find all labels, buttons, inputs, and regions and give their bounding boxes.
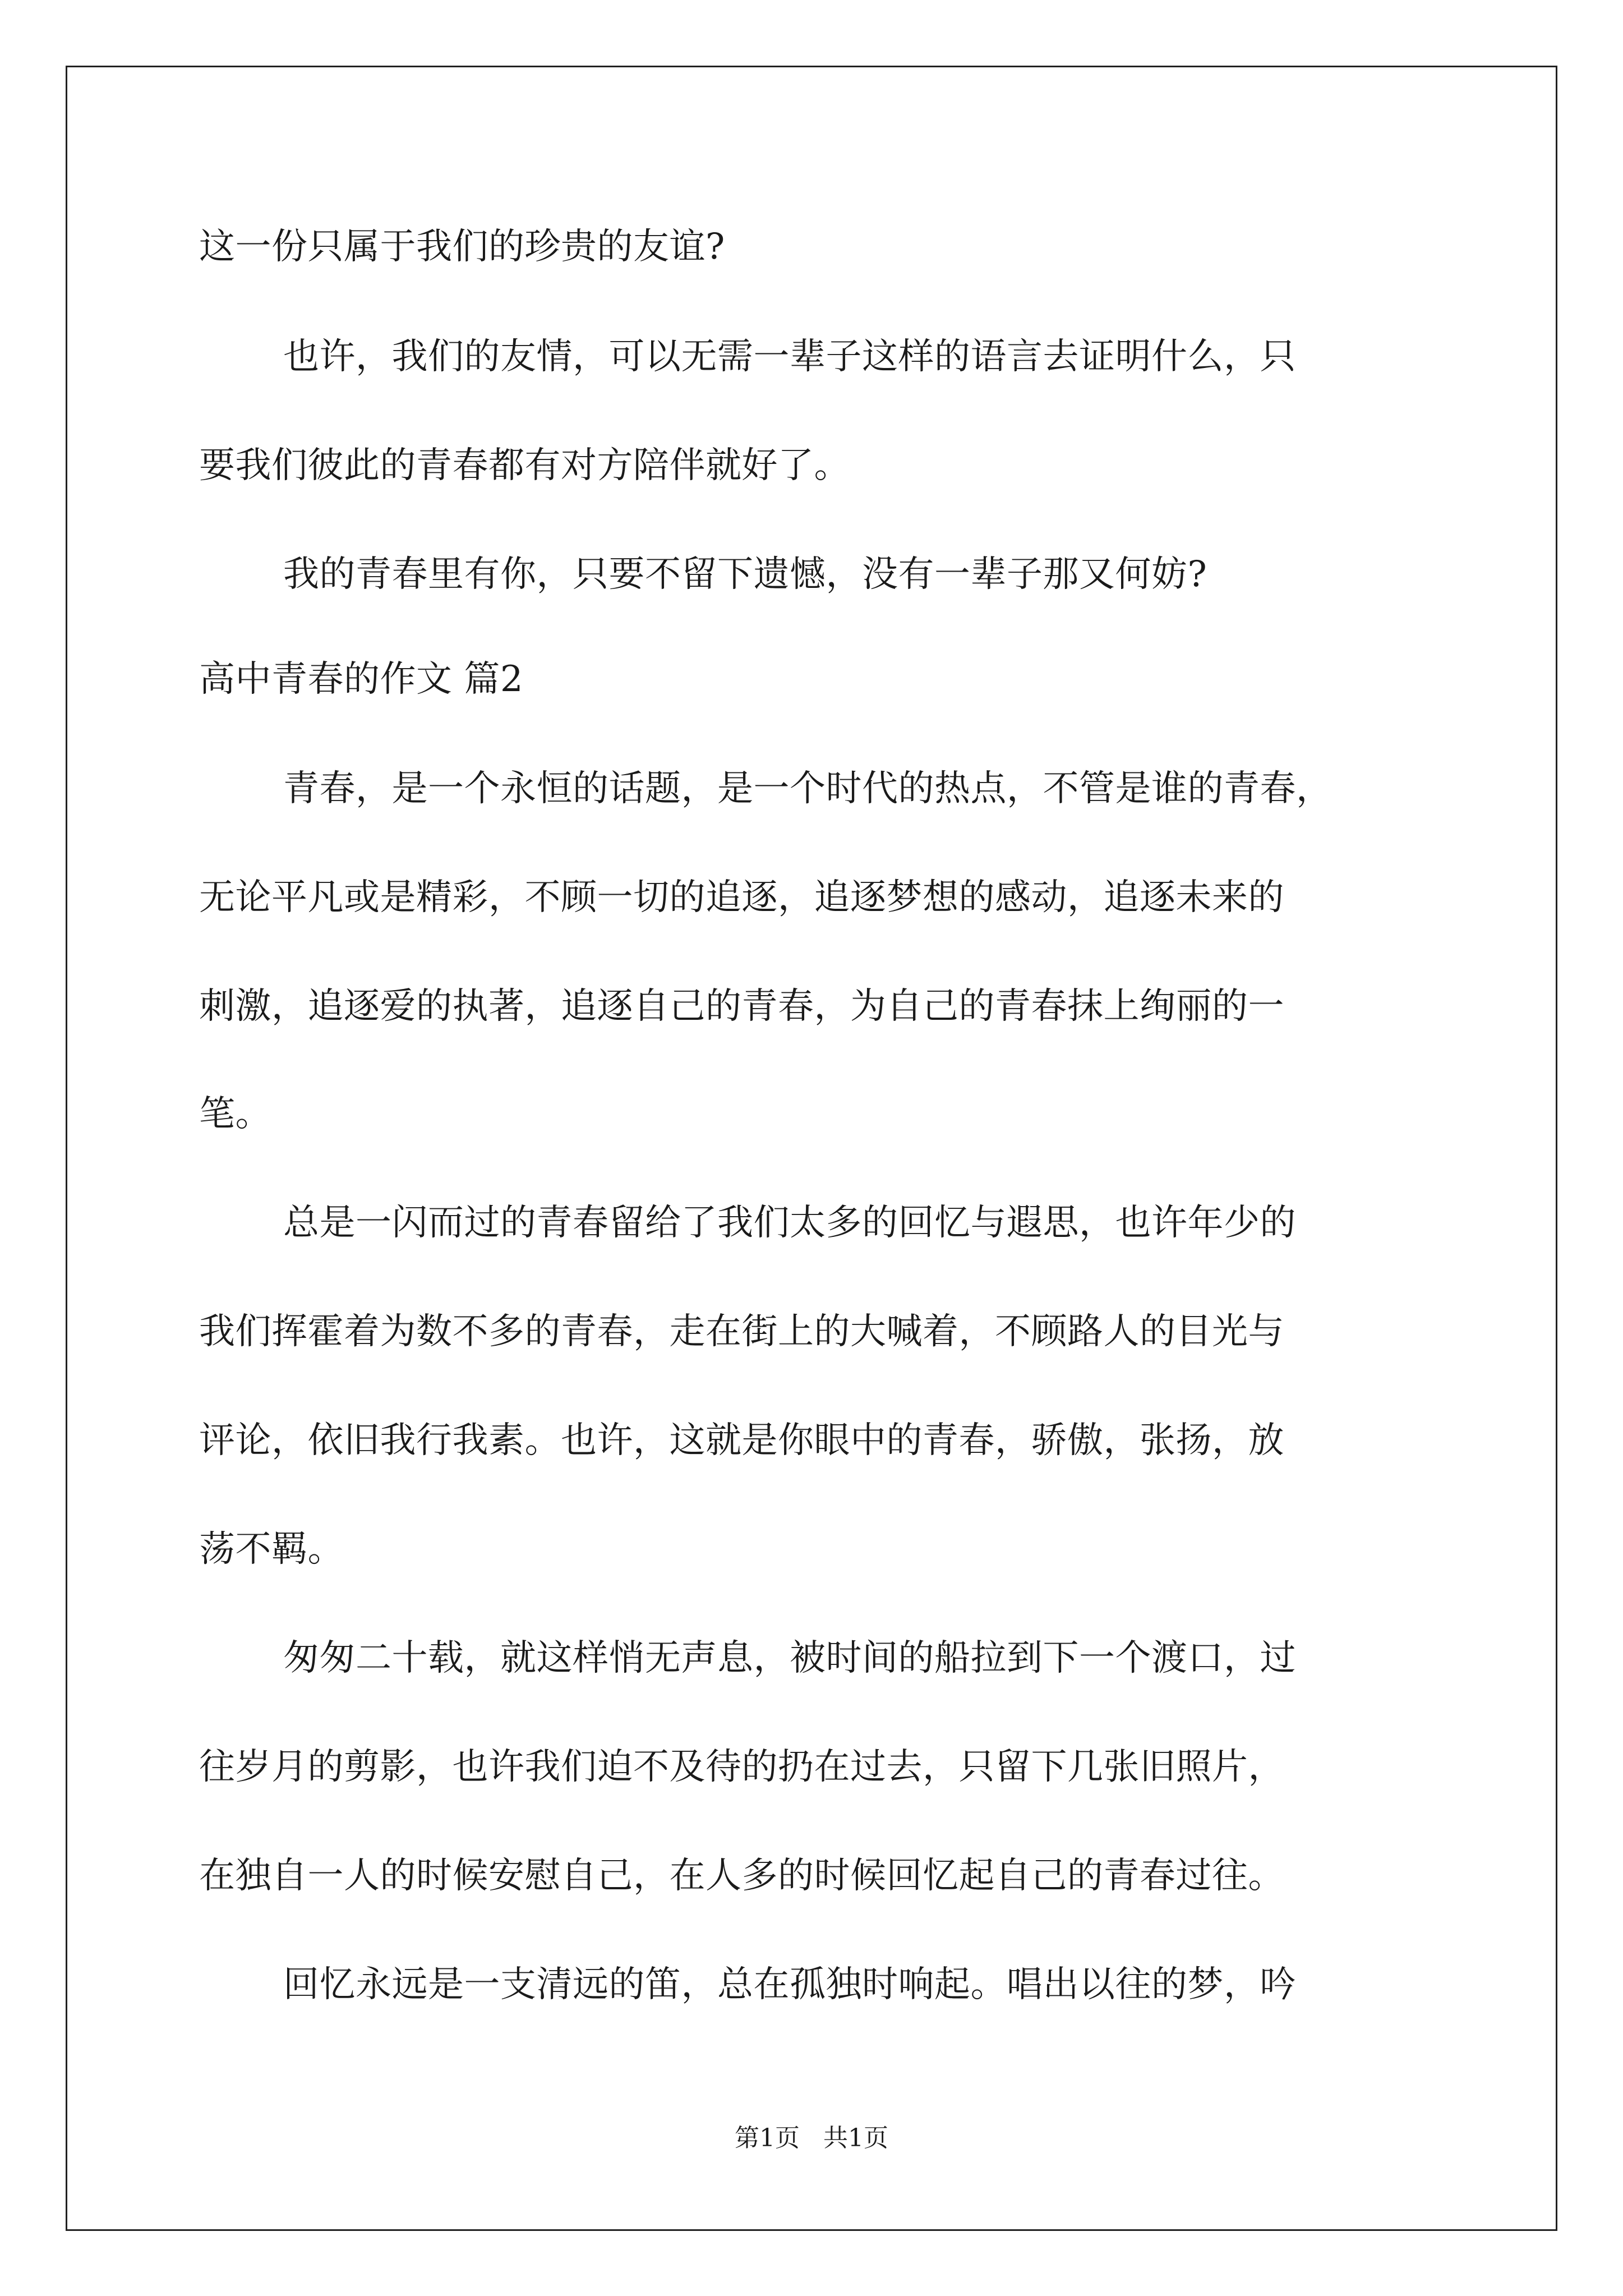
text-line-2: 也许，我们的友情，可以无需一辈子这样的语言去证明什么，只 — [283, 336, 1296, 378]
text-line-15: 往岁月的剪影，也许我们迫不及待的扔在过去，只留下几张旧照片， — [199, 1746, 1284, 1788]
text-line-13: 荡不羁。 — [199, 1529, 344, 1570]
text-line-3: 要我们彼此的青春都有对方陪伴就好了。 — [199, 445, 850, 486]
text-line-11: 我们挥霍着为数不多的青春，走在街上的大喊着，不顾路人的目光与 — [199, 1311, 1284, 1352]
text-line-6: 青春，是一个永恒的话题，是一个时代的热点，不管是谁的青春， — [283, 768, 1332, 809]
text-line-14: 匆匆二十载，就这样悄无声息，被时间的船拉到下一个渡口，过 — [283, 1637, 1296, 1679]
text-line-4: 我的青春里有你，只要不留下遗憾，没有一辈子那又何妨? — [283, 554, 1207, 595]
text-line-16: 在独自一人的时候安慰自己，在人多的时候回忆起自己的青春过往。 — [199, 1855, 1284, 1897]
text-line-8: 刺激，追逐爱的执著，追逐自己的青春，为自己的青春抹上绚丽的一 — [199, 986, 1284, 1027]
page-footer: 第1页 共1页 — [735, 2124, 888, 2152]
text-line-7: 无论平凡或是精彩，不顾一切的追逐，追逐梦想的感动，追逐未来的 — [199, 877, 1284, 918]
section-heading: 高中青春的作文 篇2 — [199, 659, 524, 700]
text-line-12: 评论，依旧我行我素。也许，这就是你眼中的青春，骄傲，张扬，放 — [199, 1420, 1284, 1461]
text-line-1: 这一份只属于我们的珍贵的友谊? — [199, 226, 725, 268]
text-line-17: 回忆永远是一支清远的笛，总在孤独时响起。唱出以往的梦，吟 — [283, 1964, 1296, 2005]
text-line-9: 笔。 — [199, 1093, 271, 1135]
page-border — [66, 66, 1557, 2231]
text-line-10: 总是一闪而过的青春留给了我们太多的回忆与遐思，也许年少的 — [283, 1202, 1296, 1244]
